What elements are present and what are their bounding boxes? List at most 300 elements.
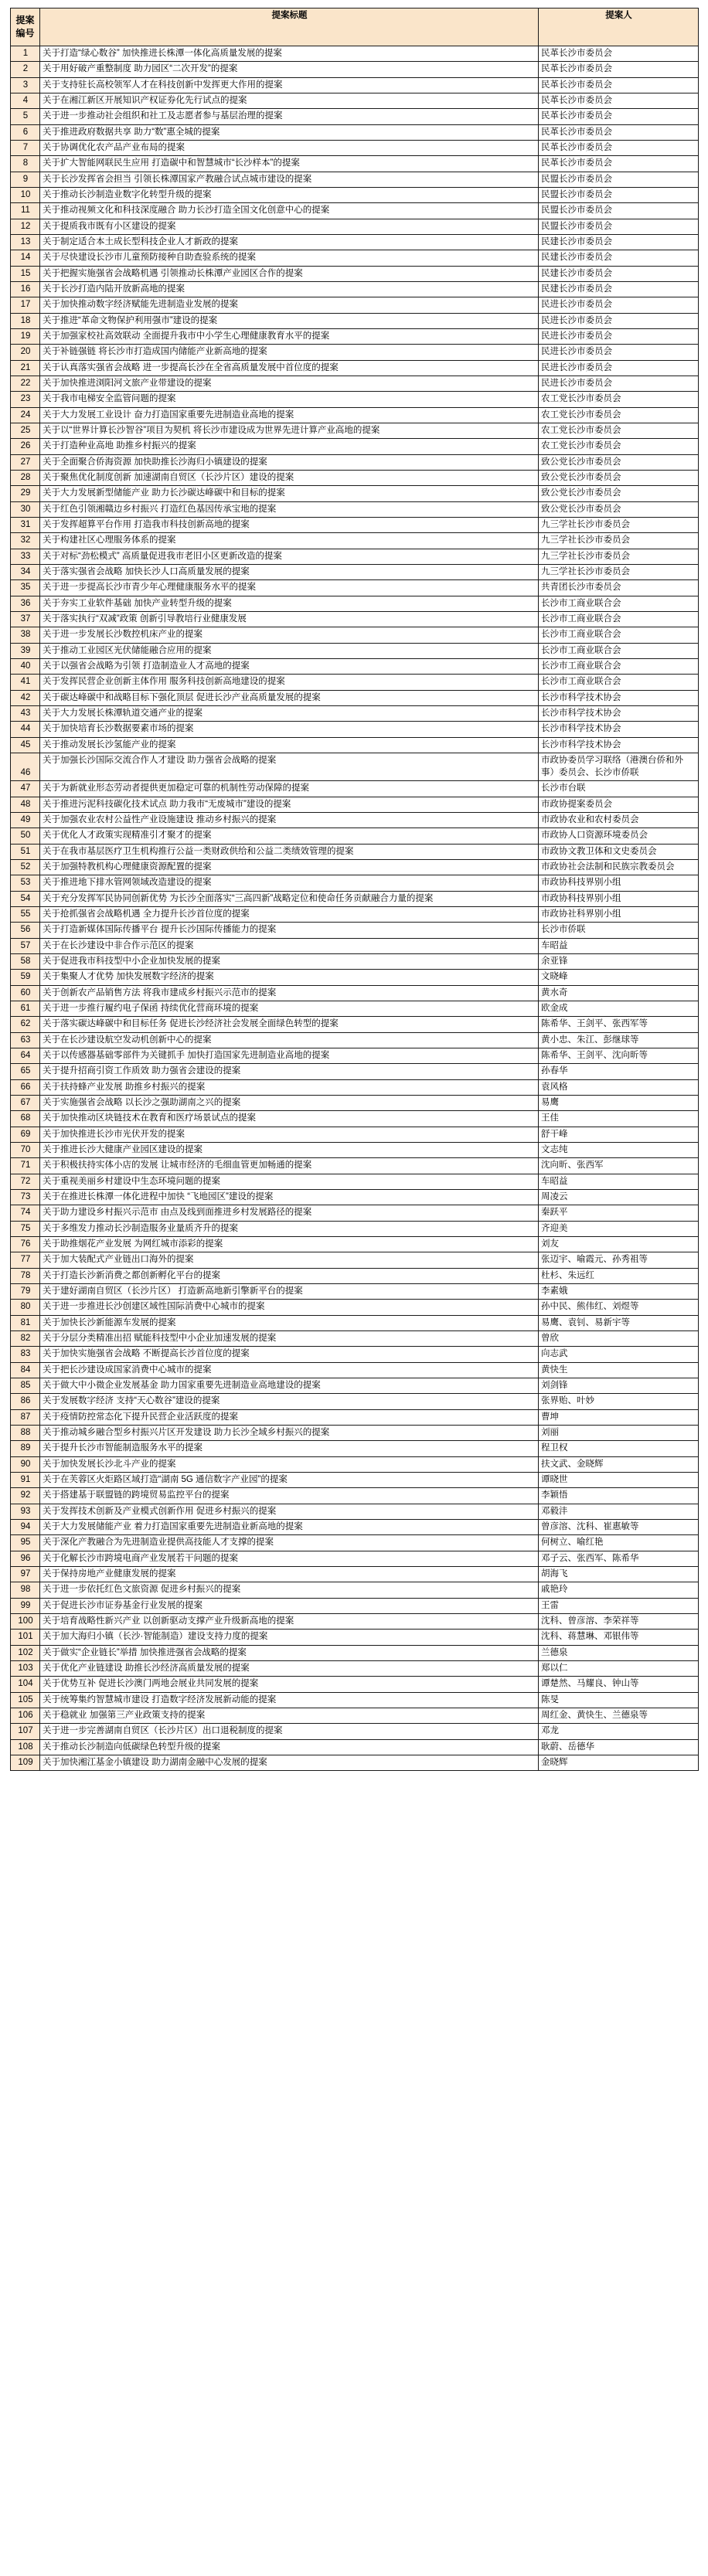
cell-proposal-person: 民进长沙市委员会: [539, 297, 699, 313]
cell-proposal-number: 67: [11, 1096, 40, 1111]
table-row: [11, 1300, 699, 1315]
cell-proposal-person: 致公党长沙市委员会: [539, 470, 699, 485]
cell-proposal-title: 关于加快培育长沙数据要素市场的提案: [40, 722, 539, 737]
table-row: [11, 439, 699, 454]
table-row: [11, 1441, 699, 1456]
cell-proposal-person: 民盟长沙市委员会: [539, 203, 699, 219]
cell-proposal-person: 车昭益: [539, 1174, 699, 1189]
cell-proposal-title: 关于制定适合本土成长型科技企业人才新政的提案: [40, 235, 539, 250]
cell-proposal-number: 47: [11, 781, 40, 797]
cell-proposal-number: 3: [11, 77, 40, 93]
cell-proposal-person: 民建长沙市委员会: [539, 281, 699, 297]
cell-proposal-person: 周凌云: [539, 1190, 699, 1205]
table-row: [11, 1158, 699, 1174]
table-row: [11, 1724, 699, 1739]
cell-proposal-person: 民革长沙市委员会: [539, 141, 699, 156]
cell-proposal-number: 40: [11, 658, 40, 674]
cell-proposal-title: 关于加强家校社高效联动 全面提升我市中小学生心理健康教育水平的提案: [40, 328, 539, 344]
cell-proposal-title: 关于做实“企业链长”举措 加快推进强省会战略的提案: [40, 1645, 539, 1660]
cell-proposal-person: 民革长沙市委员会: [539, 124, 699, 140]
table-row: [11, 1237, 699, 1252]
cell-proposal-title: 关于推动长沙制造向低碳绿色转型升级的提案: [40, 1739, 539, 1755]
table-row: [11, 1488, 699, 1504]
table-row: [11, 203, 699, 219]
cell-proposal-person: 民建长沙市委员会: [539, 250, 699, 266]
table-row: [11, 1708, 699, 1723]
cell-proposal-title: 关于推动城乡融合型乡村振兴片区开发建设 助力长沙全域乡村振兴的提案: [40, 1425, 539, 1440]
table-row: [11, 1551, 699, 1566]
table-row: [11, 891, 699, 906]
cell-proposal-person: 袁风格: [539, 1079, 699, 1095]
table-row: [11, 1645, 699, 1660]
table-row: [11, 1566, 699, 1582]
cell-proposal-number: 83: [11, 1347, 40, 1362]
cell-proposal-person: 向志武: [539, 1347, 699, 1362]
cell-proposal-person: 九三学社长沙市委员会: [539, 517, 699, 532]
table-row: [11, 627, 699, 643]
cell-proposal-number: 97: [11, 1566, 40, 1582]
cell-proposal-title: 关于稳就业 加强第三产业政策支持的提案: [40, 1708, 539, 1723]
cell-proposal-person: 民进长沙市委员会: [539, 345, 699, 360]
cell-proposal-title: 关于发挥技术创新及产业模式创新作用 促进乡村振兴的提案: [40, 1504, 539, 1519]
table-row: [11, 875, 699, 891]
cell-proposal-number: 43: [11, 705, 40, 721]
table-row: [11, 124, 699, 140]
cell-proposal-title: 关于统筹集约智慧城市建设 打造数字经济发展新动能的提案: [40, 1692, 539, 1708]
cell-proposal-person: 致公党长沙市委员会: [539, 501, 699, 517]
cell-proposal-person: 市政协人口资源环境委员会: [539, 828, 699, 844]
cell-proposal-number: 36: [11, 596, 40, 611]
cell-proposal-number: 51: [11, 844, 40, 859]
cell-proposal-title: 关于支持驻长高校领军人才在科技创新中发挥更大作用的提案: [40, 77, 539, 93]
cell-proposal-title: 关于做大中小微企业发展基金 助力国家重要先进制造业高地建设的提案: [40, 1378, 539, 1393]
cell-proposal-person: 市政协文教卫体和文史委员会: [539, 844, 699, 859]
cell-proposal-number: 15: [11, 266, 40, 281]
cell-proposal-person: 邓龙: [539, 1724, 699, 1739]
cell-proposal-title: 关于进一步推进长沙创建区域性国际消费中心城市的提案: [40, 1300, 539, 1315]
cell-proposal-number: 84: [11, 1362, 40, 1378]
cell-proposal-title: 关于加快推进浏阳河文旅产业带建设的提案: [40, 376, 539, 391]
cell-proposal-title: 关于以传感器基础零部件为关键抓手 加快打造国家先进制造业高地的提案: [40, 1048, 539, 1064]
table-row: [11, 281, 699, 297]
table-row: [11, 1330, 699, 1346]
cell-proposal-person: 民盟长沙市委员会: [539, 172, 699, 187]
cell-proposal-person: 王雷: [539, 1598, 699, 1613]
header-row: [11, 8, 699, 46]
cell-proposal-person: 市政协科技界别小组: [539, 875, 699, 891]
cell-proposal-title: 关于在推进长株潭一体化进程中加快 “飞地园区”建设的提案: [40, 1190, 539, 1205]
cell-proposal-title: 关于推动发展长沙氢能产业的提案: [40, 737, 539, 753]
cell-proposal-title: 关于在长沙建设航空发动机创新中心的提案: [40, 1032, 539, 1048]
header-proposal-title: 提案标题: [40, 8, 539, 46]
table-row: [11, 675, 699, 690]
cell-proposal-title: 关于大力发展工业设计 奋力打造国家重要先进制造业高地的提案: [40, 407, 539, 423]
cell-proposal-title: 关于优化产业链建设 助推长沙经济高质量发展的提案: [40, 1660, 539, 1676]
cell-proposal-person: 秦跃平: [539, 1205, 699, 1221]
cell-proposal-number: 31: [11, 517, 40, 532]
cell-proposal-title: 关于为新就业形态劳动者提供更加稳定可靠的机制性劳动保障的提案: [40, 781, 539, 797]
cell-proposal-number: 89: [11, 1441, 40, 1456]
table-row: [11, 1096, 699, 1111]
table-row: [11, 923, 699, 938]
table-row: [11, 1677, 699, 1692]
table-row: [11, 1692, 699, 1708]
cell-proposal-title: 关于重视美丽乡村建设中生态环境问题的提案: [40, 1174, 539, 1189]
cell-proposal-title: 关于认真落实强省会战略 进一步提高长沙在全省高质量发展中首位度的提案: [40, 360, 539, 376]
table-row: [11, 1064, 699, 1079]
table-row: [11, 1032, 699, 1048]
cell-proposal-number: 86: [11, 1394, 40, 1409]
table-row: [11, 1660, 699, 1676]
cell-proposal-person: 易鹰: [539, 1096, 699, 1111]
table-row: [11, 172, 699, 187]
cell-proposal-number: 28: [11, 470, 40, 485]
cell-proposal-person: 民盟长沙市委员会: [539, 219, 699, 234]
cell-proposal-title: 关于推进地下排水管网领域改造建设的提案: [40, 875, 539, 891]
cell-proposal-number: 44: [11, 722, 40, 737]
cell-proposal-title: 关于长沙发挥省会担当 引领长株潭国家产教融合试点城市建设的提案: [40, 172, 539, 187]
cell-proposal-title: 关于打造长沙新消费之都创新孵化平台的提案: [40, 1268, 539, 1283]
cell-proposal-title: 关于多维发力推动长沙制造服务业量质齐升的提案: [40, 1221, 539, 1236]
cell-proposal-title: 关于大力发展储能产业 着力打造国家重要先进制造业新高地的提案: [40, 1519, 539, 1534]
table-row: [11, 1347, 699, 1362]
table-row: [11, 266, 699, 281]
table-row: [11, 1174, 699, 1189]
cell-proposal-person: 邓毅沣: [539, 1504, 699, 1519]
cell-proposal-title: 关于构建社区心理服务体系的提案: [40, 533, 539, 549]
cell-proposal-title: 关于化解长沙市跨境电商产业发展若干问题的提案: [40, 1551, 539, 1566]
cell-proposal-title: 关于聚焦优化制度创新 加速湖南自贸区（长沙片区）建设的提案: [40, 470, 539, 485]
cell-proposal-title: 关于加快推动区块链技术在教育和医疗场景试点的提案: [40, 1111, 539, 1127]
cell-proposal-title: 关于红色引领湘赣边乡村振兴 打造红色基因传承宝地的提案: [40, 501, 539, 517]
cell-proposal-title: 关于碳达峰碳中和战略目标下强化顶层 促进长沙产业高质量发展的提案: [40, 690, 539, 705]
cell-proposal-number: 54: [11, 891, 40, 906]
cell-proposal-number: 77: [11, 1252, 40, 1268]
cell-proposal-person: 农工党长沙市委员会: [539, 439, 699, 454]
cell-proposal-person: 欧金成: [539, 1001, 699, 1017]
table-row: [11, 1519, 699, 1534]
table-row: [11, 313, 699, 328]
cell-proposal-title: 关于充分发挥军民协同创新优势 为长沙全面落实“三高四新”战略定位和使命任务贡献融合力量的提案: [40, 891, 539, 906]
table-row: [11, 1378, 699, 1393]
cell-proposal-person: 谭晓世: [539, 1472, 699, 1487]
cell-proposal-person: 王佳: [539, 1111, 699, 1127]
cell-proposal-number: 73: [11, 1190, 40, 1205]
table-row: [11, 533, 699, 549]
cell-proposal-number: 14: [11, 250, 40, 266]
cell-proposal-number: 109: [11, 1755, 40, 1770]
cell-proposal-person: 农工党长沙市委员会: [539, 407, 699, 423]
cell-proposal-number: 95: [11, 1535, 40, 1551]
cell-proposal-number: 69: [11, 1127, 40, 1142]
cell-proposal-number: 98: [11, 1582, 40, 1598]
cell-proposal-title: 关于推动工业园区光伏储能融合应用的提案: [40, 643, 539, 658]
cell-proposal-number: 102: [11, 1645, 40, 1660]
cell-proposal-title: 关于落实执行“双减”政策 创新引导教培行业健康发展: [40, 611, 539, 627]
table-row: [11, 797, 699, 812]
cell-proposal-number: 101: [11, 1630, 40, 1645]
cell-proposal-number: 34: [11, 564, 40, 579]
cell-proposal-title: 关于扶持蜂产业发展 助推乡村振兴的提案: [40, 1079, 539, 1095]
table-row: [11, 46, 699, 62]
cell-proposal-number: 66: [11, 1079, 40, 1095]
cell-proposal-person: 邓子云、张西军、陈希华: [539, 1551, 699, 1566]
table-body: [11, 46, 699, 1771]
cell-proposal-person: 民革长沙市委员会: [539, 156, 699, 172]
cell-proposal-title: 关于把握实施强省会战略机遇 引领推动长株潭产业园区合作的提案: [40, 266, 539, 281]
table-row: [11, 501, 699, 517]
cell-proposal-number: 61: [11, 1001, 40, 1017]
cell-proposal-number: 30: [11, 501, 40, 517]
cell-proposal-number: 49: [11, 813, 40, 828]
cell-proposal-title: 关于我市电梯安全监管问题的提案: [40, 392, 539, 407]
cell-proposal-number: 100: [11, 1613, 40, 1629]
cell-proposal-person: 共青团长沙市委员会: [539, 580, 699, 596]
table-row: [11, 1472, 699, 1487]
cell-proposal-number: 75: [11, 1221, 40, 1236]
cell-proposal-person: 沈向昕、张西军: [539, 1158, 699, 1174]
cell-proposal-number: 72: [11, 1174, 40, 1189]
cell-proposal-number: 78: [11, 1268, 40, 1283]
cell-proposal-person: 市政协社科界别小组: [539, 907, 699, 923]
cell-proposal-title: 关于加强特教机构心理健康资源配置的提案: [40, 860, 539, 875]
cell-proposal-title: 关于加大装配式产业链出口海外的提案: [40, 1252, 539, 1268]
cell-proposal-person: 文志纯: [539, 1143, 699, 1158]
cell-proposal-person: 陈希华、王剑平、沈向昕等: [539, 1048, 699, 1064]
table-row: [11, 1409, 699, 1425]
cell-proposal-number: 68: [11, 1111, 40, 1127]
table-row: [11, 219, 699, 234]
cell-proposal-person: 长沙市工商业联合会: [539, 675, 699, 690]
cell-proposal-number: 63: [11, 1032, 40, 1048]
cell-proposal-person: 长沙市科学技术协会: [539, 690, 699, 705]
table-row: [11, 77, 699, 93]
table-row: [11, 1268, 699, 1283]
cell-proposal-title: 关于推进长沙大健康产业园区建设的提案: [40, 1143, 539, 1158]
table-row: [11, 1362, 699, 1378]
cell-proposal-title: 关于对标“劲松模式” 高质量促进我市老旧小区更新改造的提案: [40, 549, 539, 564]
cell-proposal-number: 88: [11, 1425, 40, 1440]
cell-proposal-number: 80: [11, 1300, 40, 1315]
cell-proposal-number: 4: [11, 93, 40, 109]
table-row: [11, 1127, 699, 1142]
cell-proposal-person: 黄水奇: [539, 985, 699, 1001]
cell-proposal-person: 舒干峰: [539, 1127, 699, 1142]
cell-proposal-person: 九三学社长沙市委员会: [539, 533, 699, 549]
table-row: [11, 93, 699, 109]
cell-proposal-title: 关于推进政府数据共享 助力“数”惠全城的提案: [40, 124, 539, 140]
cell-proposal-person: 民进长沙市委员会: [539, 313, 699, 328]
cell-proposal-title: 关于以“世界计算长沙智谷”项目为契机 将长沙市建设成为世界先进计算产业高地的提案: [40, 423, 539, 438]
cell-proposal-person: 刘剑锋: [539, 1378, 699, 1393]
cell-proposal-person: 兰德泉: [539, 1645, 699, 1660]
cell-proposal-person: 陈旻: [539, 1692, 699, 1708]
cell-proposal-number: 42: [11, 690, 40, 705]
cell-proposal-person: 民革长沙市委员会: [539, 109, 699, 124]
cell-proposal-title: 关于加大海归小镇（长沙·智能制造）建设支持力度的提案: [40, 1630, 539, 1645]
table-row: [11, 705, 699, 721]
cell-proposal-person: 民建长沙市委员会: [539, 266, 699, 281]
table-row: [11, 1598, 699, 1613]
cell-proposal-number: 60: [11, 985, 40, 1001]
cell-proposal-person: 何树立、喻红艳: [539, 1535, 699, 1551]
cell-proposal-number: 58: [11, 954, 40, 970]
table-row: [11, 1755, 699, 1770]
cell-proposal-number: 6: [11, 124, 40, 140]
table-row: [11, 1205, 699, 1221]
cell-proposal-number: 18: [11, 313, 40, 328]
table-row: [11, 1221, 699, 1236]
cell-proposal-number: 46: [11, 753, 40, 781]
cell-proposal-title: 关于促进长沙市证券基金行业发展的提案: [40, 1598, 539, 1613]
cell-proposal-number: 79: [11, 1283, 40, 1299]
table-row: [11, 156, 699, 172]
cell-proposal-person: 杜杉、朱远红: [539, 1268, 699, 1283]
cell-proposal-title: 关于进一步推动社会组织和社工及志愿者参与基层治理的提案: [40, 109, 539, 124]
table-row: [11, 564, 699, 579]
table-row: [11, 1111, 699, 1127]
cell-proposal-number: 39: [11, 643, 40, 658]
cell-proposal-number: 53: [11, 875, 40, 891]
cell-proposal-title: 关于把长沙建设成国家消费中心城市的提案: [40, 1362, 539, 1378]
cell-proposal-person: 长沙市科学技术协会: [539, 737, 699, 753]
cell-proposal-title: 关于推动视频文化和科技深度融合 助力长沙打造全国文化创意中心的提案: [40, 203, 539, 219]
cell-proposal-number: 87: [11, 1409, 40, 1425]
cell-proposal-number: 70: [11, 1143, 40, 1158]
cell-proposal-title: 关于在芙蓉区火炬路区域打造“湖南 5G 通信数字产业园”的提案: [40, 1472, 539, 1487]
cell-proposal-person: 扶文武、金晓辉: [539, 1456, 699, 1472]
cell-proposal-title: 关于优势互补 促进长沙澳门两地会展业共同发展的提案: [40, 1677, 539, 1692]
cell-proposal-number: 62: [11, 1017, 40, 1032]
cell-proposal-title: 关于加快发展长沙北斗产业的提案: [40, 1456, 539, 1472]
cell-proposal-person: 金晓辉: [539, 1755, 699, 1770]
cell-proposal-number: 94: [11, 1519, 40, 1534]
cell-proposal-person: 市政协委员学习联络（港澳台侨和外事）委员会、长沙市侨联: [539, 753, 699, 781]
cell-proposal-person: 致公党长沙市委员会: [539, 486, 699, 501]
table-row: [11, 297, 699, 313]
cell-proposal-person: 长沙市科学技术协会: [539, 705, 699, 721]
cell-proposal-title: 关于分层分类精准出招 赋能科技型中小企业加速发展的提案: [40, 1330, 539, 1346]
cell-proposal-title: 关于优化人才政策实现精准引才聚才的提案: [40, 828, 539, 844]
cell-proposal-number: 45: [11, 737, 40, 753]
table-row: [11, 828, 699, 844]
table-row: [11, 328, 699, 344]
cell-proposal-number: 35: [11, 580, 40, 596]
table-row: [11, 1504, 699, 1519]
table-row: [11, 517, 699, 532]
table-row: [11, 470, 699, 485]
cell-proposal-number: 5: [11, 109, 40, 124]
cell-proposal-number: 50: [11, 828, 40, 844]
cell-proposal-number: 19: [11, 328, 40, 344]
cell-proposal-title: 关于进一步提高长沙市青少年心理健康服务水平的提案: [40, 580, 539, 596]
cell-proposal-person: 周红金、黄快生、兰德泉等: [539, 1708, 699, 1723]
cell-proposal-title: 关于打造种业高地 助推乡村振兴的提案: [40, 439, 539, 454]
cell-proposal-person: 孙中民、熊伟红、刘煜等: [539, 1300, 699, 1315]
cell-proposal-number: 106: [11, 1708, 40, 1723]
cell-proposal-person: 沈科、蒋慧琳、邓银伟等: [539, 1630, 699, 1645]
table-row: [11, 407, 699, 423]
cell-proposal-title: 关于疫情防控常态化下提升民营企业活跃度的提案: [40, 1409, 539, 1425]
cell-proposal-person: 市政协科技界别小组: [539, 891, 699, 906]
header-proposal-number: [11, 8, 40, 46]
cell-proposal-number: 99: [11, 1598, 40, 1613]
cell-proposal-title: 关于搭建基于联盟链的跨境贸易监控平台的提案: [40, 1488, 539, 1504]
table-row: [11, 1079, 699, 1095]
cell-proposal-number: 27: [11, 454, 40, 470]
cell-proposal-person: 张界贻、叶妙: [539, 1394, 699, 1409]
table-row: [11, 423, 699, 438]
cell-proposal-number: 33: [11, 549, 40, 564]
cell-proposal-number: 16: [11, 281, 40, 297]
cell-proposal-number: 32: [11, 533, 40, 549]
cell-proposal-person: 民革长沙市委员会: [539, 77, 699, 93]
cell-proposal-title: 关于全面聚合侨海资源 加快助推长沙海归小镇建设的提案: [40, 454, 539, 470]
table-row: [11, 1613, 699, 1629]
table-row: [11, 596, 699, 611]
cell-proposal-person: 耿蔚、岳德华: [539, 1739, 699, 1755]
cell-proposal-person: 戚艳玲: [539, 1582, 699, 1598]
cell-proposal-number: 82: [11, 1330, 40, 1346]
cell-proposal-number: 8: [11, 156, 40, 172]
cell-proposal-title: 关于夯实工业软件基础 加快产业转型升级的提案: [40, 596, 539, 611]
cell-proposal-person: 长沙市工商业联合会: [539, 611, 699, 627]
cell-proposal-title: 关于以强省会战略为引领 打造制造业人才高地的提案: [40, 658, 539, 674]
cell-proposal-person: 民进长沙市委员会: [539, 376, 699, 391]
cell-proposal-person: 长沙市工商业联合会: [539, 658, 699, 674]
cell-proposal-person: 曾欣: [539, 1330, 699, 1346]
table-row: [11, 954, 699, 970]
cell-proposal-title: 关于加强长沙国际交流合作人才建设 助力强省会战略的提案: [40, 753, 539, 781]
table-row: [11, 1252, 699, 1268]
cell-proposal-title: 关于加快实施强省会战略 不断提高长沙首位度的提案: [40, 1347, 539, 1362]
cell-proposal-title: 关于在湘江新区开展知识产权证券化先行试点的提案: [40, 93, 539, 109]
cell-proposal-number: 76: [11, 1237, 40, 1252]
table-row: [11, 1394, 699, 1409]
table-row: [11, 737, 699, 753]
cell-proposal-person: 长沙市科学技术协会: [539, 722, 699, 737]
table-row: [11, 109, 699, 124]
table-row: [11, 1190, 699, 1205]
cell-proposal-person: 李素娥: [539, 1283, 699, 1299]
cell-proposal-person: 孙春华: [539, 1064, 699, 1079]
cell-proposal-title: 关于深化产教融合为先进制造业提供高技能人才支撑的提案: [40, 1535, 539, 1551]
cell-proposal-title: 关于大力发展长株潭轨道交通产业的提案: [40, 705, 539, 721]
table-row: [11, 753, 699, 781]
cell-proposal-title: 关于建好湖南自贸区（长沙片区） 打造新高地新引擎新平台的提案: [40, 1283, 539, 1299]
cell-proposal-person: 长沙市工商业联合会: [539, 627, 699, 643]
cell-proposal-number: 2: [11, 62, 40, 77]
cell-proposal-person: 车昭益: [539, 938, 699, 953]
cell-proposal-title: 关于落实强省会战略 加快长沙人口高质量发展的提案: [40, 564, 539, 579]
cell-proposal-person: 九三学社长沙市委员会: [539, 564, 699, 579]
cell-proposal-title: 关于落实碳达峰碳中和目标任务 促进长沙经济社会发展全面绿色转型的提案: [40, 1017, 539, 1032]
cell-proposal-title: 关于创新农产品销售方法 将我市建成乡村振兴示范市的提案: [40, 985, 539, 1001]
cell-proposal-title: 关于抢抓强省会战略机遇 全力提升长沙首位度的提案: [40, 907, 539, 923]
table-row: [11, 722, 699, 737]
table-row: [11, 486, 699, 501]
cell-proposal-number: 74: [11, 1205, 40, 1221]
table-row: [11, 1582, 699, 1598]
table-row: [11, 141, 699, 156]
cell-proposal-person: 长沙市侨联: [539, 923, 699, 938]
table-header: [11, 8, 699, 46]
cell-proposal-person: 程卫权: [539, 1441, 699, 1456]
table-row: [11, 62, 699, 77]
cell-proposal-title: 关于保持房地产业健康发展的提案: [40, 1566, 539, 1582]
table-row: [11, 690, 699, 705]
cell-proposal-number: 1: [11, 46, 40, 62]
